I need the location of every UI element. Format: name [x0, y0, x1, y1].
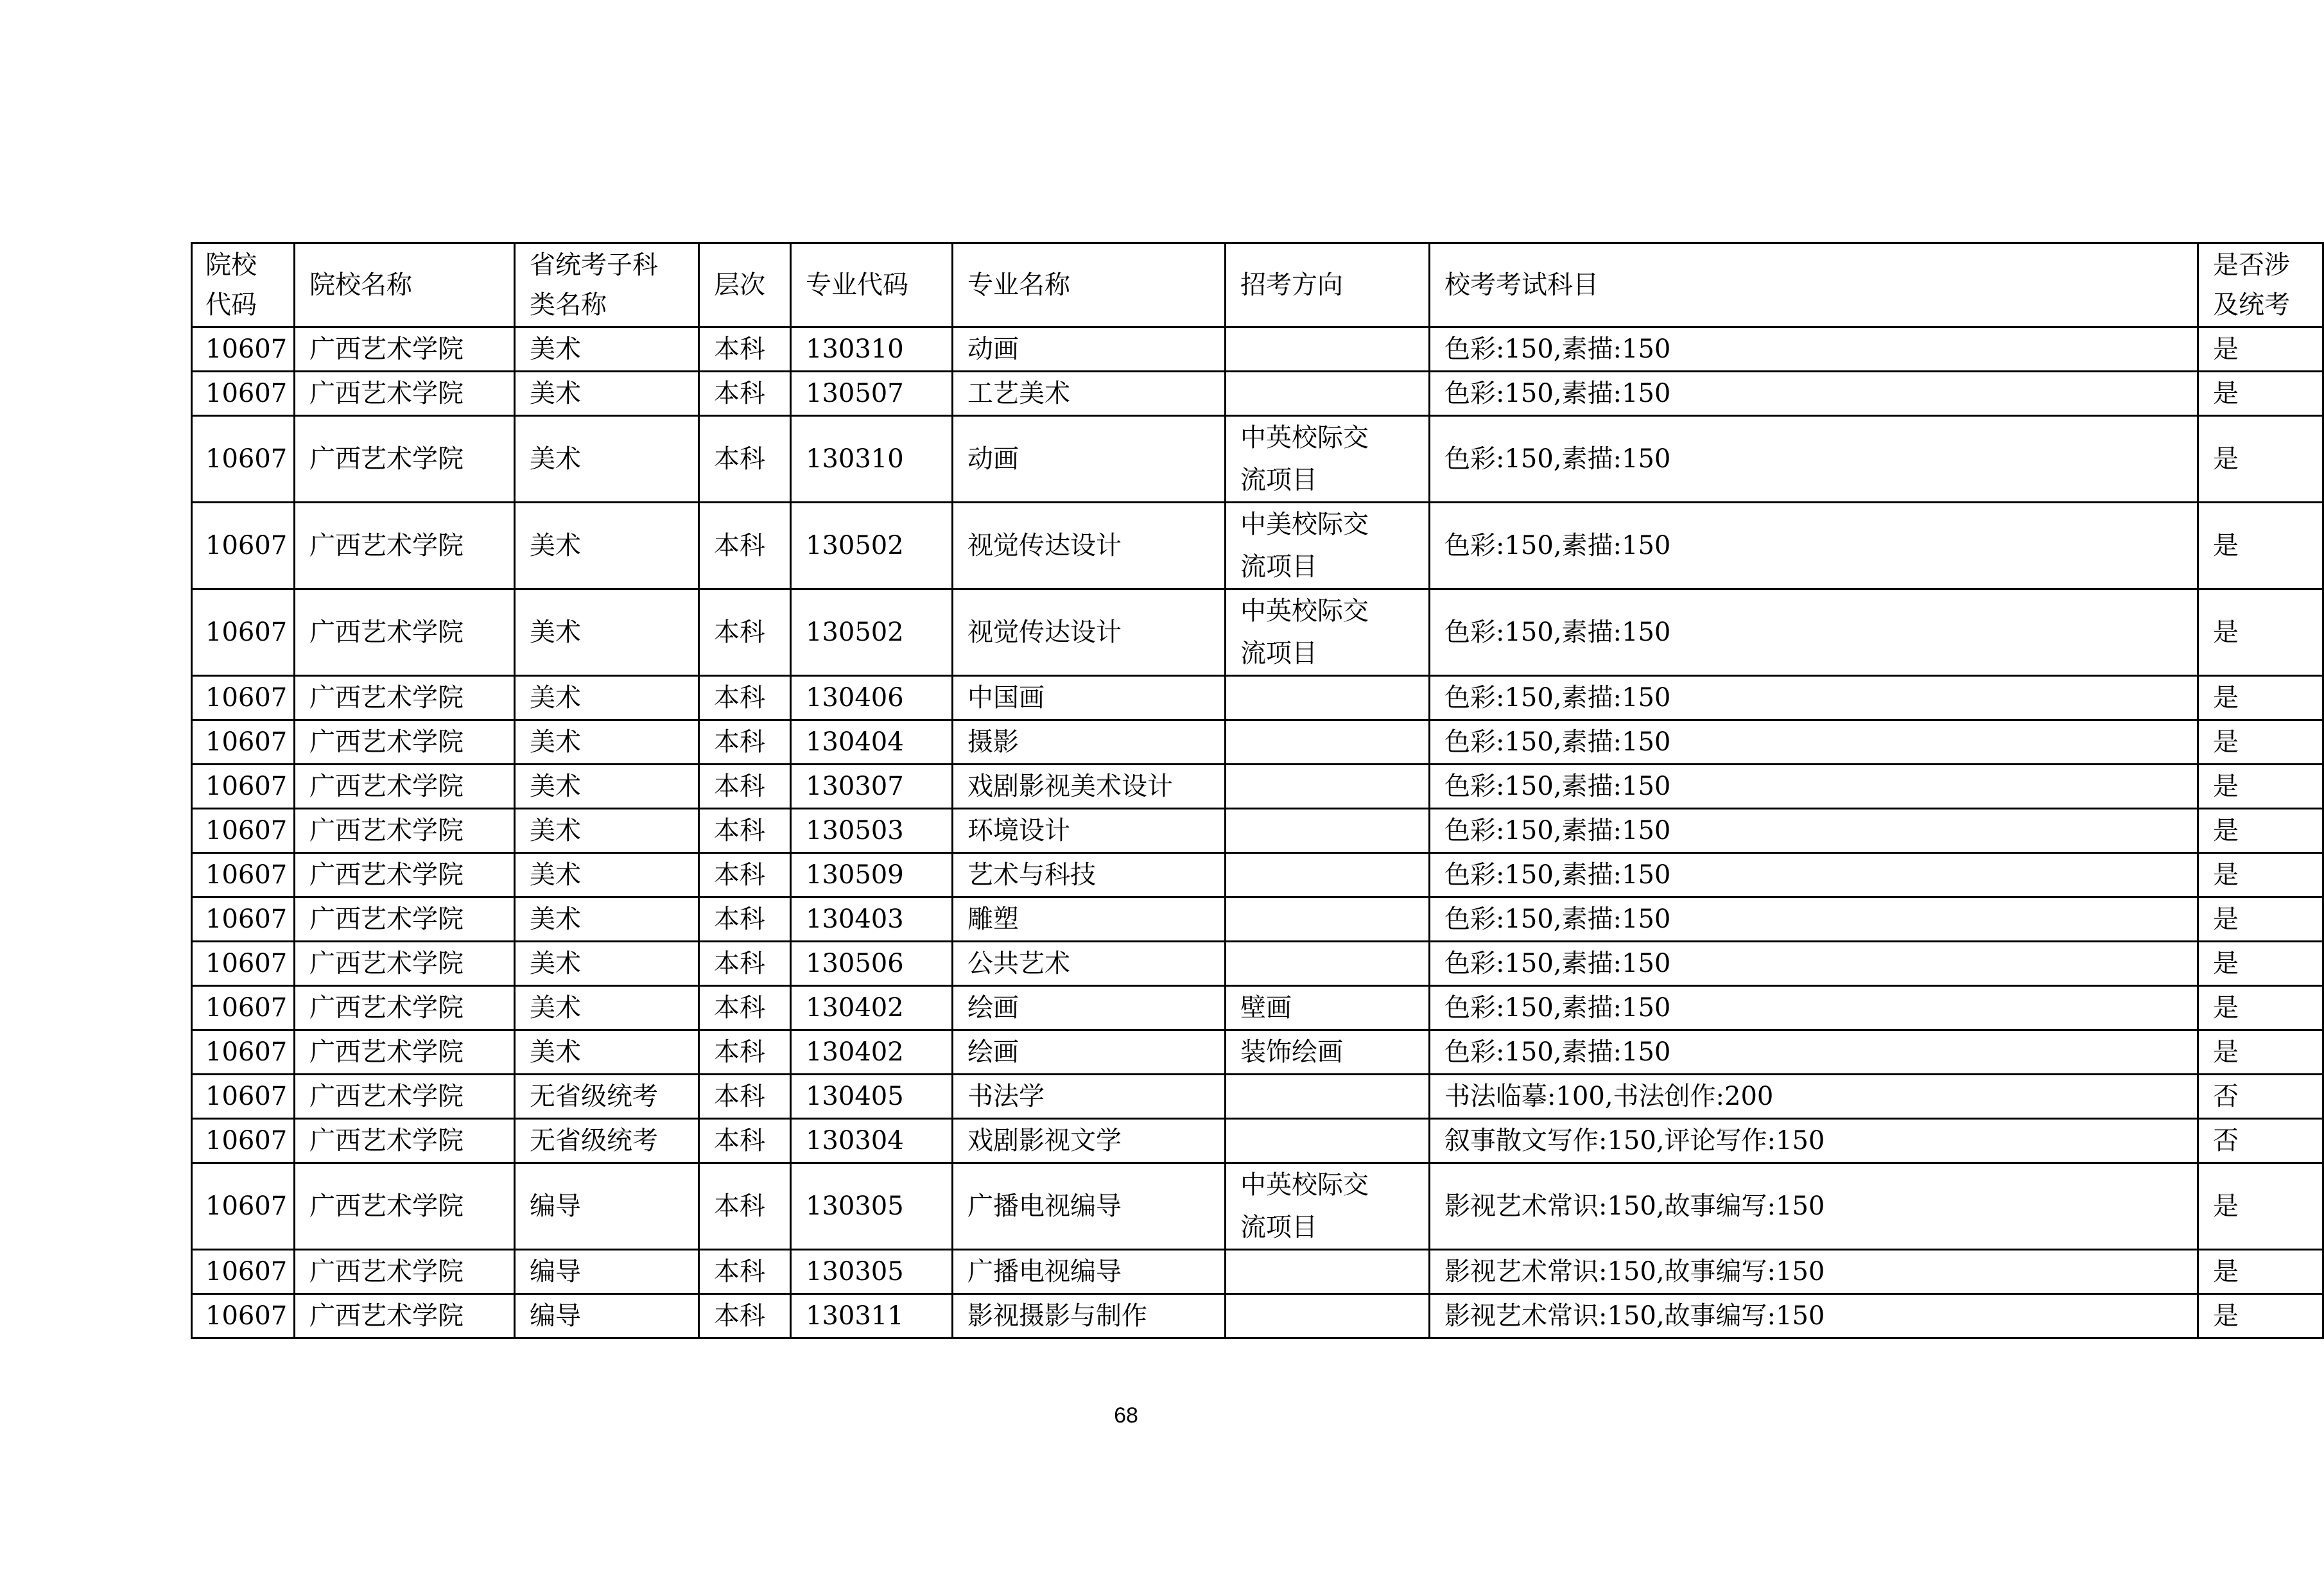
- direction-cell: [1226, 1075, 1430, 1119]
- school-code-cell: 10607: [192, 1030, 295, 1075]
- level-cell: 本科: [699, 676, 791, 720]
- major-name-cell: 广播电视编导: [953, 1163, 1226, 1250]
- school-name-cell: 广西艺术学院: [295, 942, 515, 986]
- table-row: [192, 589, 2323, 676]
- school-name-cell: 广西艺术学院: [295, 1163, 515, 1250]
- major-name-cell: 视觉传达设计: [953, 503, 1226, 589]
- major-name-cell: 环境设计: [953, 809, 1226, 853]
- subject-category-cell: 美术: [515, 372, 699, 416]
- level-cell: 本科: [699, 765, 791, 809]
- school-name-cell: 广西艺术学院: [295, 1030, 515, 1075]
- school-name-cell: 广西艺术学院: [295, 416, 515, 503]
- unified-exam-cell: 是: [2198, 676, 2323, 720]
- level-cell: 本科: [699, 503, 791, 589]
- major-name-cell: 戏剧影视美术设计: [953, 765, 1226, 809]
- direction-cell: [1226, 809, 1430, 853]
- exam-subjects-cell: 色彩:150,素描:150: [1430, 676, 2198, 720]
- unified-exam-cell: 否: [2198, 1075, 2323, 1119]
- school-code-cell: 10607: [192, 853, 295, 897]
- exam-subjects-cell: 色彩:150,素描:150: [1430, 720, 2198, 765]
- header-cell: 是否涉 及统考: [2198, 243, 2323, 327]
- major-code-cell: 130402: [791, 986, 953, 1030]
- table-row: [192, 1250, 2323, 1294]
- school-code-cell: 10607: [192, 1294, 295, 1338]
- major-name-cell: 艺术与科技: [953, 853, 1226, 897]
- school-code-cell: 10607: [192, 720, 295, 765]
- major-code-cell: 130507: [791, 372, 953, 416]
- major-name-cell: 书法学: [953, 1075, 1226, 1119]
- level-cell: 本科: [699, 720, 791, 765]
- subject-category-cell: 美术: [515, 676, 699, 720]
- exam-subjects-cell: 色彩:150,素描:150: [1430, 942, 2198, 986]
- header-cell: 校考考试科目: [1430, 243, 2198, 327]
- exam-subjects-cell: 色彩:150,素描:150: [1430, 327, 2198, 372]
- admissions-table: [191, 242, 2324, 1339]
- school-code-cell: 10607: [192, 503, 295, 589]
- subject-category-cell: 美术: [515, 897, 699, 942]
- major-code-cell: 130402: [791, 1030, 953, 1075]
- table-row: [192, 720, 2323, 765]
- direction-cell: [1226, 327, 1430, 372]
- major-code-cell: 130509: [791, 853, 953, 897]
- direction-cell: [1226, 765, 1430, 809]
- level-cell: 本科: [699, 809, 791, 853]
- subject-category-cell: 美术: [515, 589, 699, 676]
- school-name-cell: 广西艺术学院: [295, 589, 515, 676]
- exam-subjects-cell: 色彩:150,素描:150: [1430, 809, 2198, 853]
- major-name-cell: 动画: [953, 327, 1226, 372]
- major-name-cell: 动画: [953, 416, 1226, 503]
- school-code-cell: 10607: [192, 1163, 295, 1250]
- major-name-cell: 影视摄影与制作: [953, 1294, 1226, 1338]
- major-code-cell: 130506: [791, 942, 953, 986]
- exam-subjects-cell: 色彩:150,素描:150: [1430, 503, 2198, 589]
- subject-category-cell: 美术: [515, 503, 699, 589]
- header-cell: 院校名称: [295, 243, 515, 327]
- school-name-cell: 广西艺术学院: [295, 986, 515, 1030]
- exam-subjects-cell: 叙事散文写作:150,评论写作:150: [1430, 1119, 2198, 1163]
- major-name-cell: 绘画: [953, 1030, 1226, 1075]
- school-code-cell: 10607: [192, 1119, 295, 1163]
- major-name-cell: 工艺美术: [953, 372, 1226, 416]
- school-code-cell: 10607: [192, 1075, 295, 1119]
- header-cell: 招考方向: [1226, 243, 1430, 327]
- unified-exam-cell: 是: [2198, 1250, 2323, 1294]
- level-cell: 本科: [699, 1163, 791, 1250]
- level-cell: 本科: [699, 853, 791, 897]
- major-code-cell: 130503: [791, 809, 953, 853]
- exam-subjects-cell: 影视艺术常识:150,故事编写:150: [1430, 1250, 2198, 1294]
- direction-cell: [1226, 897, 1430, 942]
- direction-cell: [1226, 942, 1430, 986]
- school-name-cell: 广西艺术学院: [295, 720, 515, 765]
- subject-category-cell: 美术: [515, 765, 699, 809]
- school-code-cell: 10607: [192, 942, 295, 986]
- subject-category-cell: 编导: [515, 1163, 699, 1250]
- school-code-cell: 10607: [192, 676, 295, 720]
- major-code-cell: 130502: [791, 503, 953, 589]
- table-row: [192, 372, 2323, 416]
- table-row: [192, 897, 2323, 942]
- school-code-cell: 10607: [192, 809, 295, 853]
- school-name-cell: 广西艺术学院: [295, 1119, 515, 1163]
- unified-exam-cell: 是: [2198, 765, 2323, 809]
- direction-cell: [1226, 720, 1430, 765]
- major-code-cell: 130404: [791, 720, 953, 765]
- table-row: [192, 942, 2323, 986]
- unified-exam-cell: 是: [2198, 809, 2323, 853]
- exam-subjects-cell: 书法临摹:100,书法创作:200: [1430, 1075, 2198, 1119]
- unified-exam-cell: 是: [2198, 416, 2323, 503]
- subject-category-cell: 美术: [515, 809, 699, 853]
- subject-category-cell: 编导: [515, 1294, 699, 1338]
- subject-category-cell: 美术: [515, 986, 699, 1030]
- table-row: [192, 676, 2323, 720]
- school-name-cell: 广西艺术学院: [295, 765, 515, 809]
- direction-cell: [1226, 1294, 1430, 1338]
- major-name-cell: 中国画: [953, 676, 1226, 720]
- school-code-cell: 10607: [192, 327, 295, 372]
- page-number: 68: [1114, 1403, 1138, 1428]
- unified-exam-cell: 是: [2198, 327, 2323, 372]
- subject-category-cell: 美术: [515, 1030, 699, 1075]
- school-name-cell: 广西艺术学院: [295, 503, 515, 589]
- header-cell: 院校 代码: [192, 243, 295, 327]
- exam-subjects-cell: 色彩:150,素描:150: [1430, 986, 2198, 1030]
- school-name-cell: 广西艺术学院: [295, 1250, 515, 1294]
- major-code-cell: 130310: [791, 327, 953, 372]
- school-name-cell: 广西艺术学院: [295, 853, 515, 897]
- unified-exam-cell: 是: [2198, 503, 2323, 589]
- major-name-cell: 雕塑: [953, 897, 1226, 942]
- unified-exam-cell: 是: [2198, 942, 2323, 986]
- header-cell: 省统考子科 类名称: [515, 243, 699, 327]
- unified-exam-cell: 是: [2198, 1294, 2323, 1338]
- direction-cell: 壁画: [1226, 986, 1430, 1030]
- direction-cell: [1226, 676, 1430, 720]
- school-name-cell: 广西艺术学院: [295, 897, 515, 942]
- direction-cell: 中英校际交 流项目: [1226, 589, 1430, 676]
- school-code-cell: 10607: [192, 897, 295, 942]
- subject-category-cell: 美术: [515, 720, 699, 765]
- table-row: [192, 1163, 2323, 1250]
- major-code-cell: 130304: [791, 1119, 953, 1163]
- level-cell: 本科: [699, 372, 791, 416]
- subject-category-cell: 编导: [515, 1250, 699, 1294]
- direction-cell: [1226, 853, 1430, 897]
- major-code-cell: 130305: [791, 1163, 953, 1250]
- major-name-cell: 视觉传达设计: [953, 589, 1226, 676]
- direction-cell: 中英校际交 流项目: [1226, 416, 1430, 503]
- direction-cell: [1226, 1250, 1430, 1294]
- school-code-cell: 10607: [192, 986, 295, 1030]
- unified-exam-cell: 是: [2198, 1163, 2323, 1250]
- major-code-cell: 130405: [791, 1075, 953, 1119]
- unified-exam-cell: 是: [2198, 589, 2323, 676]
- unified-exam-cell: 否: [2198, 1119, 2323, 1163]
- table-row: [192, 416, 2323, 503]
- school-code-cell: 10607: [192, 765, 295, 809]
- level-cell: 本科: [699, 1294, 791, 1338]
- major-name-cell: 广播电视编导: [953, 1250, 1226, 1294]
- subject-category-cell: 无省级统考: [515, 1119, 699, 1163]
- subject-category-cell: 美术: [515, 942, 699, 986]
- exam-subjects-cell: 色彩:150,素描:150: [1430, 897, 2198, 942]
- table-row: [192, 809, 2323, 853]
- level-cell: 本科: [699, 416, 791, 503]
- unified-exam-cell: 是: [2198, 986, 2323, 1030]
- major-code-cell: 130406: [791, 676, 953, 720]
- level-cell: 本科: [699, 897, 791, 942]
- direction-cell: 中英校际交 流项目: [1226, 1163, 1430, 1250]
- direction-cell: 装饰绘画: [1226, 1030, 1430, 1075]
- level-cell: 本科: [699, 986, 791, 1030]
- exam-subjects-cell: 影视艺术常识:150,故事编写:150: [1430, 1294, 2198, 1338]
- major-code-cell: 130305: [791, 1250, 953, 1294]
- major-code-cell: 130311: [791, 1294, 953, 1338]
- exam-subjects-cell: 色彩:150,素描:150: [1430, 765, 2198, 809]
- exam-subjects-cell: 影视艺术常识:150,故事编写:150: [1430, 1163, 2198, 1250]
- table-row: [192, 1030, 2323, 1075]
- major-code-cell: 130403: [791, 897, 953, 942]
- table-row: [192, 503, 2323, 589]
- exam-subjects-cell: 色彩:150,素描:150: [1430, 416, 2198, 503]
- level-cell: 本科: [699, 942, 791, 986]
- major-name-cell: 绘画: [953, 986, 1226, 1030]
- subject-category-cell: 美术: [515, 853, 699, 897]
- school-code-cell: 10607: [192, 372, 295, 416]
- school-name-cell: 广西艺术学院: [295, 809, 515, 853]
- exam-subjects-cell: 色彩:150,素描:150: [1430, 589, 2198, 676]
- unified-exam-cell: 是: [2198, 1030, 2323, 1075]
- header-cell: 专业名称: [953, 243, 1226, 327]
- level-cell: 本科: [699, 1250, 791, 1294]
- level-cell: 本科: [699, 1075, 791, 1119]
- major-code-cell: 130502: [791, 589, 953, 676]
- direction-cell: [1226, 372, 1430, 416]
- level-cell: 本科: [699, 1030, 791, 1075]
- major-code-cell: 130307: [791, 765, 953, 809]
- subject-category-cell: 美术: [515, 416, 699, 503]
- school-name-cell: 广西艺术学院: [295, 1294, 515, 1338]
- table-row: [192, 986, 2323, 1030]
- table-header-row: [192, 243, 2323, 327]
- table-row: [192, 1294, 2323, 1338]
- school-code-cell: 10607: [192, 416, 295, 503]
- school-name-cell: 广西艺术学院: [295, 327, 515, 372]
- unified-exam-cell: 是: [2198, 372, 2323, 416]
- major-code-cell: 130310: [791, 416, 953, 503]
- unified-exam-cell: 是: [2198, 720, 2323, 765]
- exam-subjects-cell: 色彩:150,素描:150: [1430, 372, 2198, 416]
- direction-cell: [1226, 1119, 1430, 1163]
- exam-subjects-cell: 色彩:150,素描:150: [1430, 1030, 2198, 1075]
- level-cell: 本科: [699, 1119, 791, 1163]
- table-body: [192, 243, 2323, 1338]
- header-cell: 专业代码: [791, 243, 953, 327]
- direction-cell: 中美校际交 流项目: [1226, 503, 1430, 589]
- major-name-cell: 公共艺术: [953, 942, 1226, 986]
- table-row: [192, 327, 2323, 372]
- subject-category-cell: 美术: [515, 327, 699, 372]
- school-name-cell: 广西艺术学院: [295, 1075, 515, 1119]
- school-name-cell: 广西艺术学院: [295, 372, 515, 416]
- table-row: [192, 1119, 2323, 1163]
- unified-exam-cell: 是: [2198, 897, 2323, 942]
- unified-exam-cell: 是: [2198, 853, 2323, 897]
- header-cell: 层次: [699, 243, 791, 327]
- school-code-cell: 10607: [192, 1250, 295, 1294]
- exam-subjects-cell: 色彩:150,素描:150: [1430, 853, 2198, 897]
- school-name-cell: 广西艺术学院: [295, 676, 515, 720]
- major-name-cell: 戏剧影视文学: [953, 1119, 1226, 1163]
- major-name-cell: 摄影: [953, 720, 1226, 765]
- table-row: [192, 1075, 2323, 1119]
- subject-category-cell: 无省级统考: [515, 1075, 699, 1119]
- table-row: [192, 765, 2323, 809]
- level-cell: 本科: [699, 327, 791, 372]
- level-cell: 本科: [699, 589, 791, 676]
- school-code-cell: 10607: [192, 589, 295, 676]
- table-row: [192, 853, 2323, 897]
